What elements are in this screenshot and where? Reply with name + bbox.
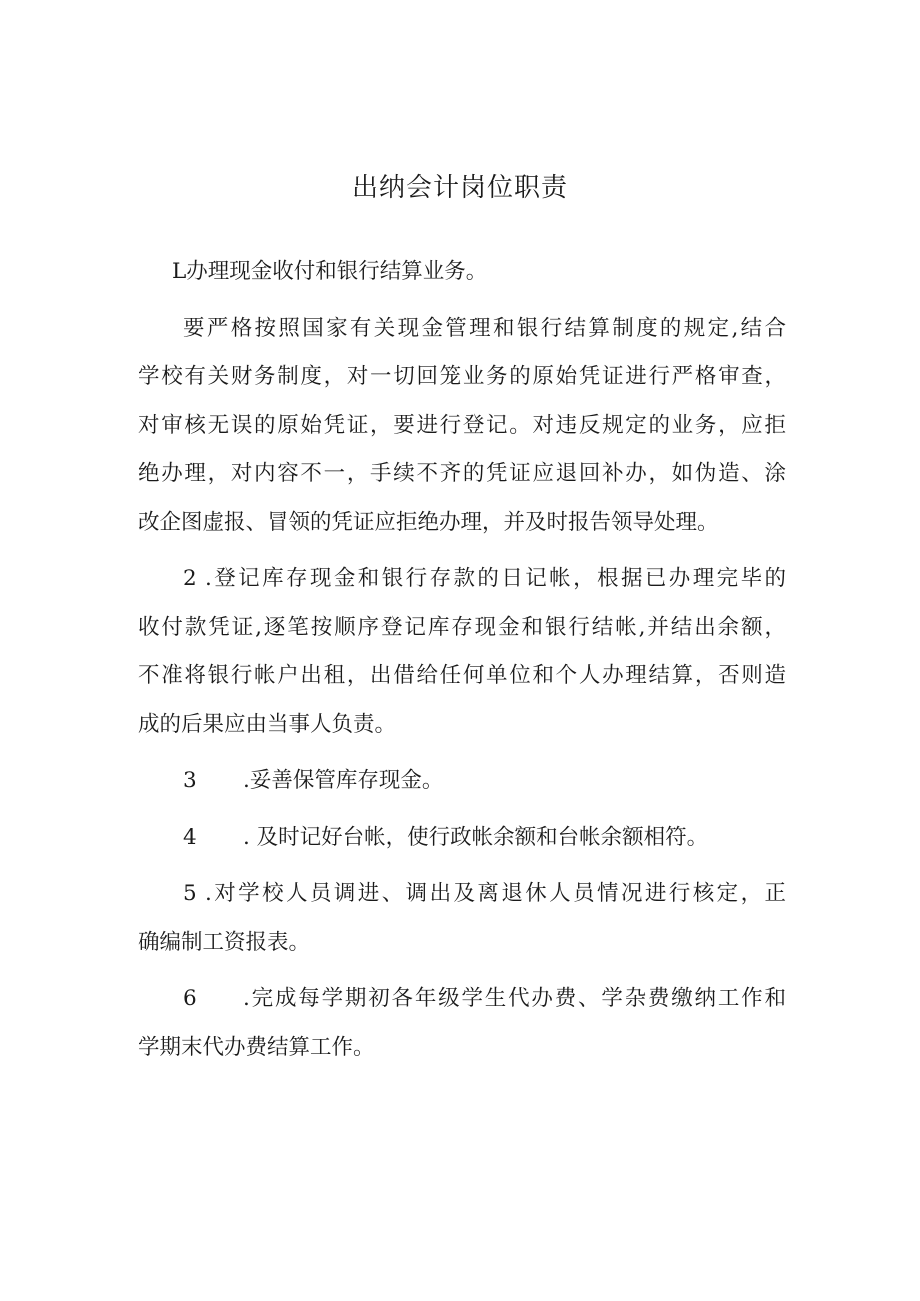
item-4-first-line: [138, 814, 786, 863]
paragraph-item-6: [138, 975, 786, 1072]
paragraph-item-3: [138, 757, 786, 806]
item-2-number: 2: [183, 566, 197, 591]
item-2-first-line: [138, 555, 786, 604]
item-4-number: 4: [183, 824, 197, 850]
item-6-line-1: .完成每学期初各年级学生代办费、学杂费缴纳工作和: [243, 986, 786, 1011]
paragraph-item-1: [138, 248, 786, 297]
item-3-number: 3: [183, 768, 197, 793]
document-title: 出纳会计岗位职责: [351, 173, 568, 203]
item-6-first-line: [138, 975, 786, 1024]
item-5-line-2: 确编制工资报表。: [138, 929, 311, 955]
item-5-line-1: .对学校人员调进、调出及离退休人员情况进行核定，正: [205, 881, 786, 906]
item-1-line-1: 要严格按照国家有关现金管理和银行结算制度的规定,结合: [183, 315, 786, 341]
item-1-line-5: 改企图虚报、冒领的凭证应拒绝办理，并及时报告领导处理。: [138, 509, 719, 535]
item-2-line-3: 不准将银行帐户出租，出借给任何单位和个人办理结算，否则造: [138, 663, 786, 688]
paragraph-item-1-body: [138, 305, 786, 548]
paragraph-item-2: [138, 555, 786, 749]
item-6-number: 6: [183, 986, 197, 1011]
item-1-line-3: 对审核无误的原始凭证，要进行登记。对违反规定的业务，应拒: [138, 412, 786, 438]
item-3-line-1: .妥善保管库存现金。: [243, 768, 444, 793]
item-3-first-line: [138, 757, 786, 806]
item-2-line-1: .登记库存现金和银行存款的日记帐，根据已办理完毕的: [205, 566, 786, 591]
item-5-number: 5: [183, 881, 197, 906]
item-1-heading: L办理现金收付和银行结算业务。: [172, 259, 488, 284]
document-body: [138, 248, 786, 1080]
item-1-line-4: 绝办理，对内容不一，手续不齐的凭证应退回补办，如伪造、涂: [138, 461, 786, 486]
item-2-line-2: 收付款凭证,逐笔按顺序登记库存现金和银行结帐,并结出余额，: [138, 614, 786, 640]
item-5-first-line: [138, 870, 786, 919]
paragraph-item-5: [138, 870, 786, 967]
paragraph-item-4: [138, 814, 786, 863]
item-6-line-2: 学期末代办费结算工作。: [138, 1034, 375, 1060]
item-1-line-2: 学校有关财务制度，对一切回笼业务的原始凭证进行严格审查，: [138, 364, 786, 389]
item-2-line-4: 成的后果应由当事人负责。: [138, 711, 397, 737]
item-4-line-1: . 及时记好台帐，使行政帐余额和台帐余额相符。: [243, 824, 709, 850]
